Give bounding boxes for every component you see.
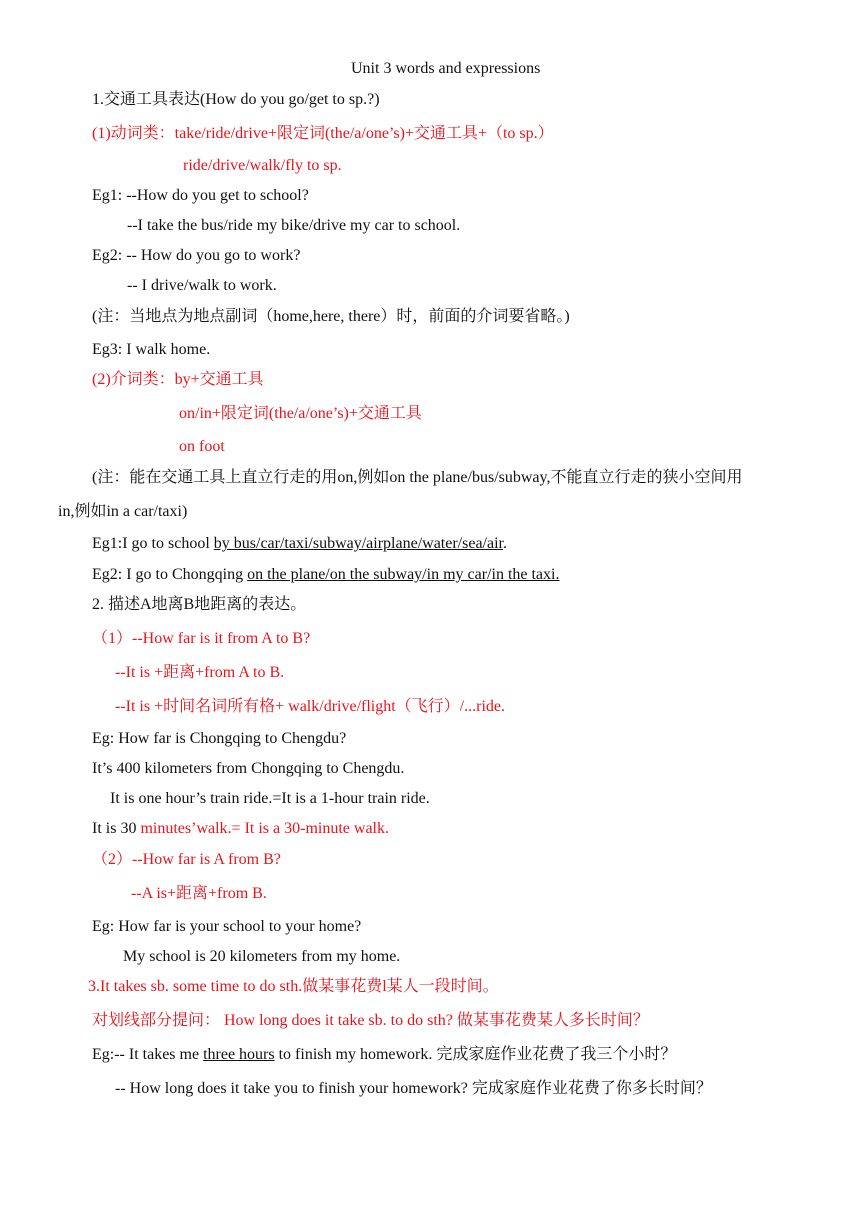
text-line: --It is +距离+from A to B. xyxy=(115,664,285,681)
text-line: ride/drive/walk/fly to sp. xyxy=(183,157,342,174)
example-line: -- I drive/walk to work. xyxy=(127,277,277,294)
section-heading: 2. 描述A地离B地距离的表达。 xyxy=(92,596,307,613)
example-line: My school is 20 kilometers from my home. xyxy=(123,948,401,965)
underlined-span: by bus/car/taxi/subway/airplane/water/sea/air xyxy=(213,535,503,552)
note-line: (注：当地点为地点副词（home,here, there）时，前面的介词要省略。) xyxy=(92,308,570,325)
highlight-span: minutes’walk.= It is a 30-minute walk. xyxy=(140,820,389,837)
text-span: . xyxy=(503,535,507,552)
text-line: --A is+距离+from B. xyxy=(131,885,267,902)
text-span: Eg2: I go to Chongqing xyxy=(92,566,248,583)
example-line: --I take the bus/ride my bike/drive my car to school. xyxy=(127,217,461,234)
example-line xyxy=(92,534,507,554)
example-line: Eg1: --How do you get to school? xyxy=(92,187,309,204)
example-line: It’s 400 kilometers from Chongqing to Chengdu. xyxy=(92,760,405,777)
note-line: (注：能在交通工具上直立行走的用on,例如on the plane/bus/subway,不能直立行走的狭小空间用 xyxy=(92,469,743,486)
text-span: It is 30 xyxy=(92,820,141,837)
text-line: on foot xyxy=(179,438,225,455)
example-line xyxy=(92,819,389,839)
example-line xyxy=(92,565,559,585)
example-line: It is one hour’s train ride.=It is a 1-hour train ride. xyxy=(110,790,430,807)
underlined-span: three hours xyxy=(203,1046,275,1063)
note-line: in,例如in a car/taxi) xyxy=(58,503,188,520)
text-line: --It is +时间名词所有格+ walk/drive/flight（飞行）/...ride. xyxy=(115,698,506,715)
section-heading: 1.交通工具表达(How do you go/get to sp.?) xyxy=(92,91,380,108)
text-span: Eg:-- It takes me xyxy=(92,1046,204,1063)
example-line: Eg: How far is Chongqing to Chengdu? xyxy=(92,730,347,747)
sub-heading: (1)动词类：take/ride/drive+限定词(the/a/one’s)+交通工具+（to sp.） xyxy=(92,125,554,142)
sub-heading: 对划线部分提问： How long does it take sb. to do sth? 做某事花费某人多长时间？ xyxy=(92,1012,649,1029)
sub-heading: （2）--How far is A from B? xyxy=(92,851,281,868)
example-line: Eg2: -- How do you go to work? xyxy=(92,247,301,264)
underlined-span: on the plane/on the subway/in my car/in the taxi. xyxy=(247,566,560,583)
section-heading: 3.It takes sb. some time to do sth.做某事花费l某人一段时间。 xyxy=(88,978,499,995)
page-title: Unit 3 words and expressions xyxy=(351,60,541,77)
sub-heading: (2)介词类：by+交通工具 xyxy=(92,371,264,388)
example-line: Eg: How far is your school to your home? xyxy=(92,918,362,935)
example-line: Eg3: I walk home. xyxy=(92,341,211,358)
example-line xyxy=(92,1045,676,1065)
example-line: -- How long does it take you to finish your homework? 完成家庭作业花费了你多长时间？ xyxy=(115,1080,712,1097)
text-span: to finish my homework. 完成家庭作业花费了我三个小时？ xyxy=(274,1046,677,1063)
text-span: Eg1:I go to school xyxy=(92,535,214,552)
sub-heading: （1）--How far is it from A to B? xyxy=(92,630,311,647)
text-line: on/in+限定词(the/a/one’s)+交通工具 xyxy=(179,405,422,422)
